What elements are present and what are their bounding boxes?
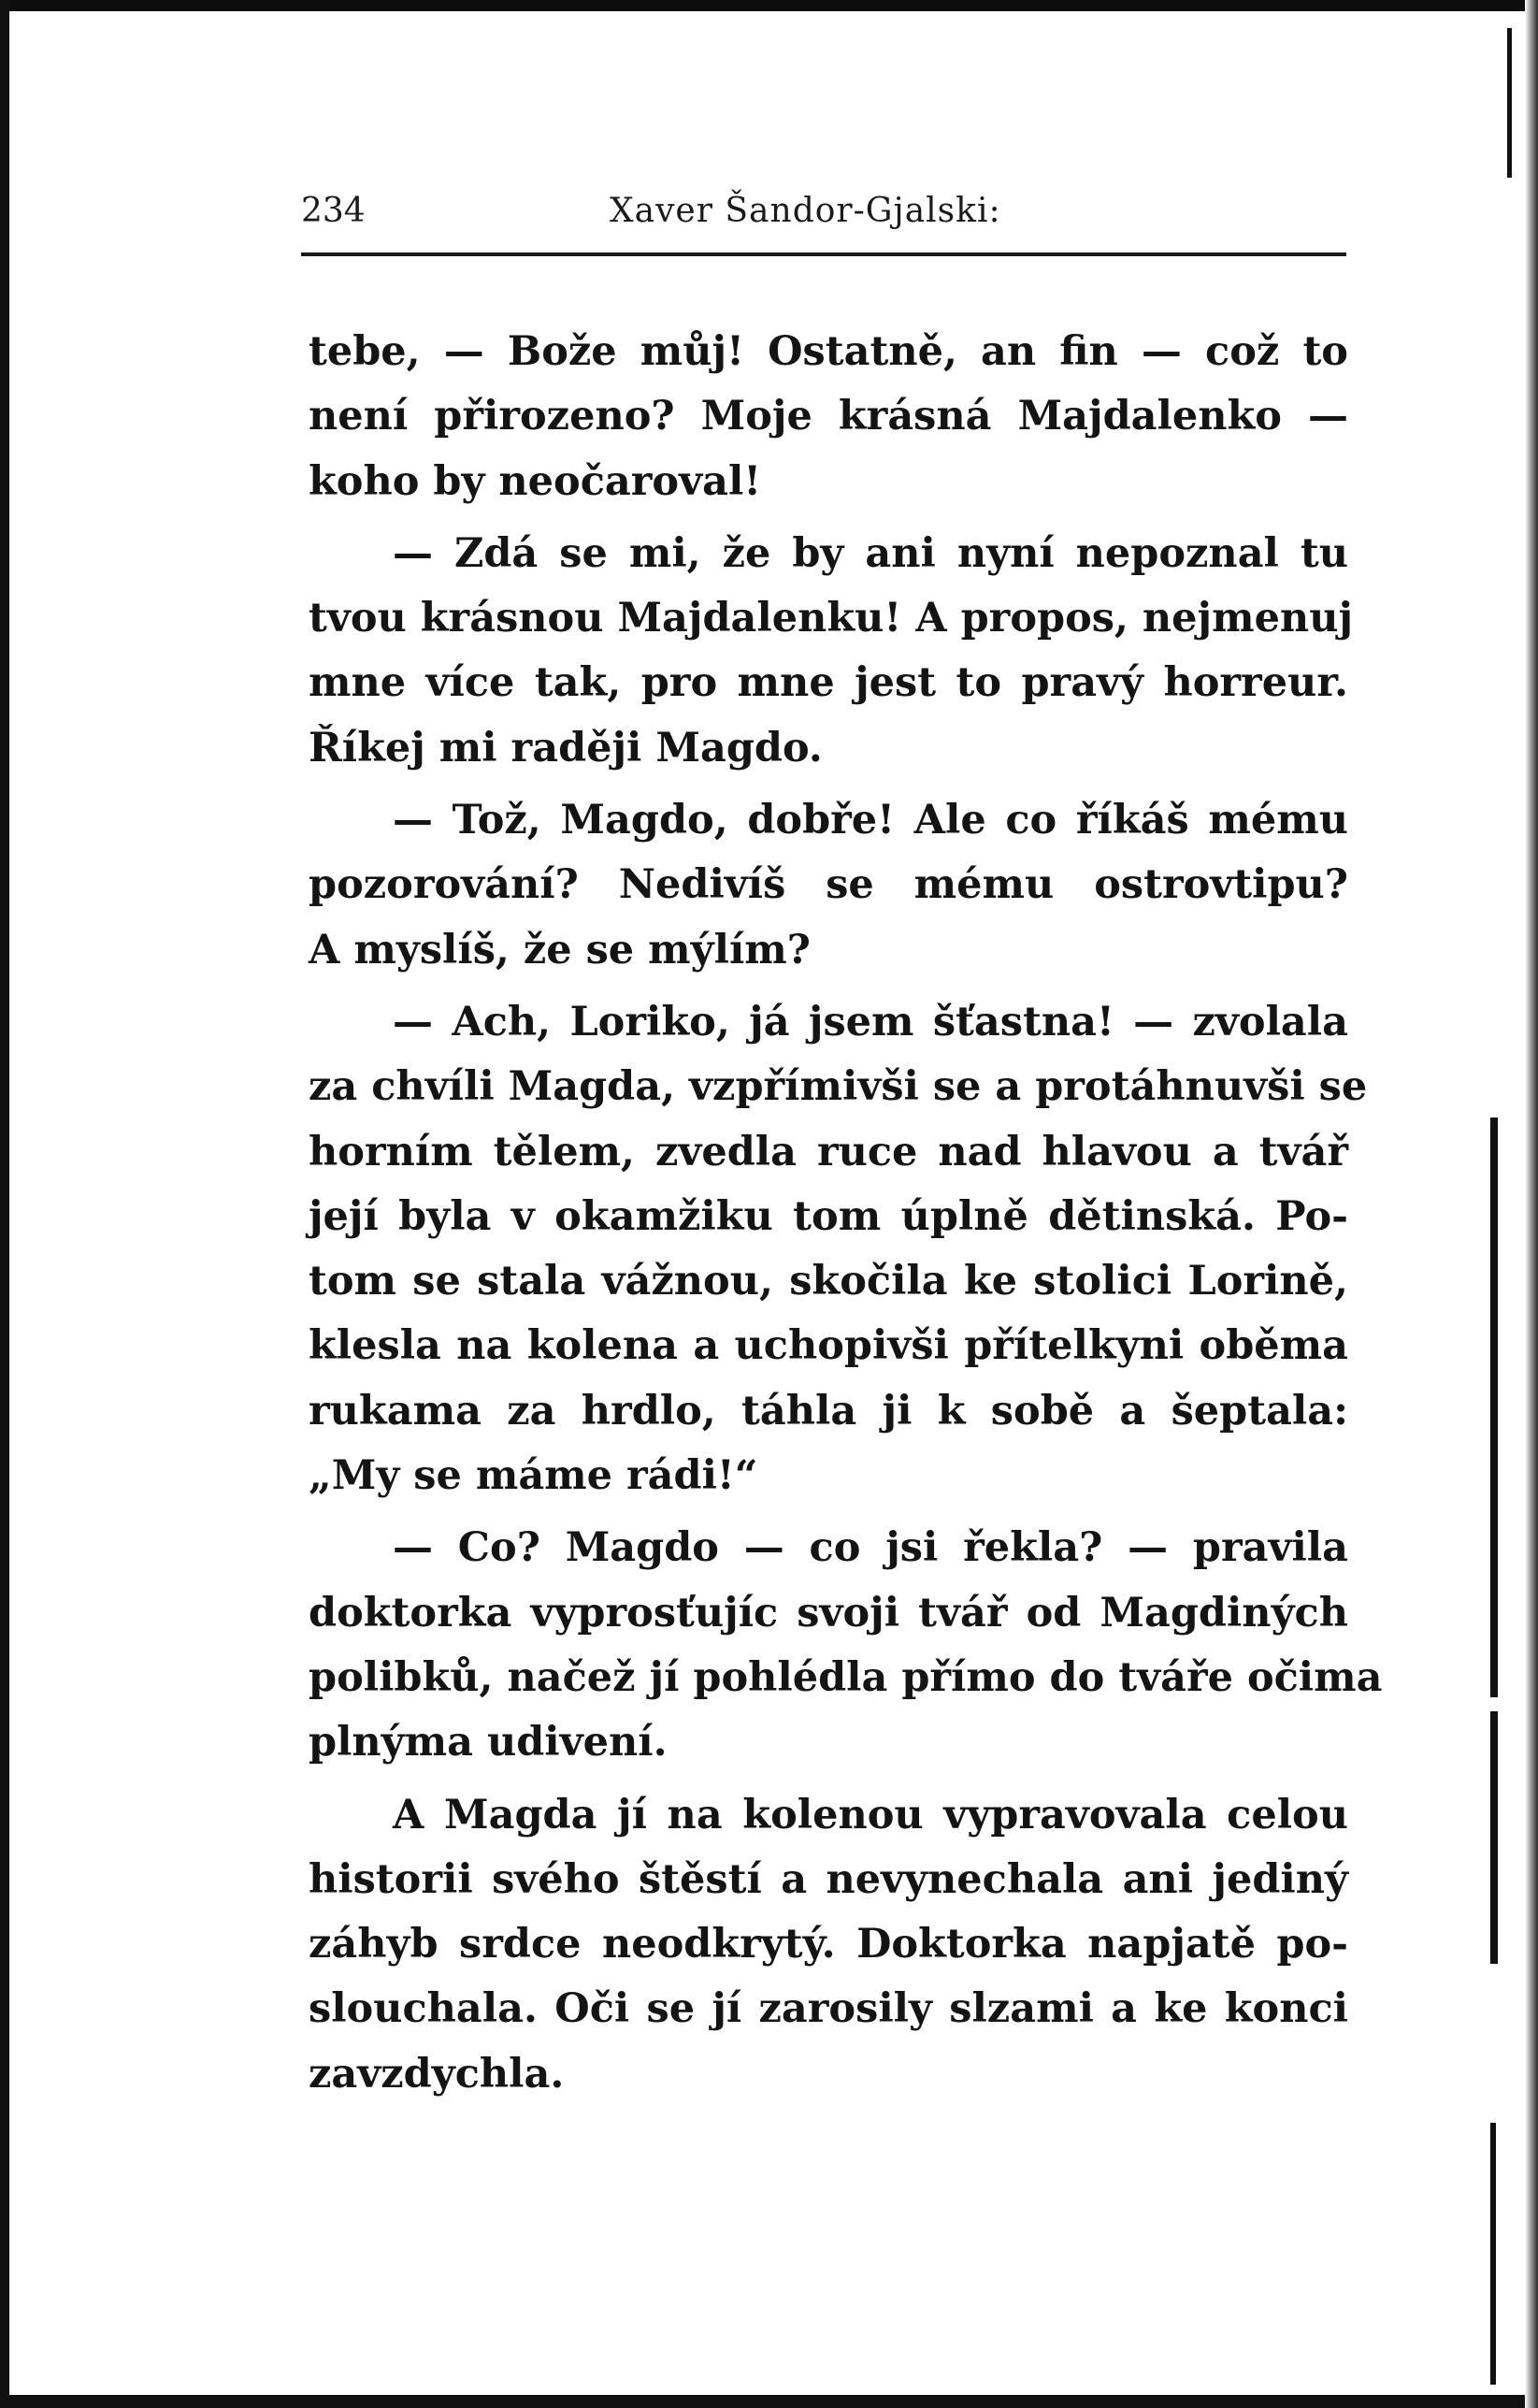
text-line: historii svého štěstí a nevynechala ani jediný <box>309 1855 1348 1903</box>
paragraph <box>309 788 1348 983</box>
text-line: není přirozeno? Moje krásná Majdalenko — <box>309 393 1348 440</box>
gutter-mark <box>1490 1117 1498 1697</box>
text-line: pozorování? Nedivíš se mému ostrovtipu? <box>309 861 1348 909</box>
gutter-mark <box>1490 2123 1496 2385</box>
body-text <box>309 320 1383 2107</box>
paragraph <box>309 320 1348 514</box>
scan-border-bottom <box>0 2395 1538 2408</box>
text-line: — Tož, Magdo, dobře! Ale co říkáš mému <box>393 797 1348 844</box>
text-line: — Zdá se mi, že by ani nyní nepoznal tu <box>393 529 1348 577</box>
text-line: — Ach, Loriko, já jsem šťastna! — zvolala <box>393 998 1348 1045</box>
paragraph <box>309 522 1354 781</box>
text-line: tvou krásnou Majdalenku! A propos, nejmenuj <box>309 595 1354 642</box>
scan-border-top <box>0 0 1538 11</box>
paragraph <box>309 1783 1348 2107</box>
header-rule <box>301 252 1346 256</box>
text-line: koho by neočaroval! <box>309 457 762 505</box>
text-line: tom se stala vážnou, skočila ke stolici Lorině, <box>309 1258 1348 1305</box>
text-line: polibků, načež jí pohlédla přímo do tváře očima <box>309 1653 1383 1701</box>
text-line: slouchala. Oči se jí zarosily slzami a ke konci <box>309 1985 1348 2033</box>
text-line: „My se máme rádi!“ <box>309 1452 758 1500</box>
running-head: Xaver Šandor-Gjalski: <box>610 192 1001 230</box>
paragraph <box>309 990 1368 1508</box>
text-line: záhyb srdce neodkrytý. Doktorka napjatě po- <box>309 1921 1348 1968</box>
gutter-mark <box>1490 1711 1498 1964</box>
text-line: Říkej mi raději Magdo. <box>309 724 823 771</box>
text-line: tebe, — Bože můj! Ostatně, an fin — což to <box>309 328 1348 375</box>
scan-border-right <box>1525 0 1538 2408</box>
text-line: A Magda jí na kolenou vypravovala celou <box>393 1791 1348 1838</box>
text-line: klesla na kolena a uchopivši přítelkyni oběma <box>309 1322 1348 1370</box>
page-header <box>301 192 1348 248</box>
paragraph <box>309 1516 1383 1775</box>
text-line: plnýma udivení. <box>309 1719 668 1766</box>
text-line: za chvíli Magda, vzpřímivši se a protáhnuvši se <box>309 1063 1368 1111</box>
text-line: rukama za hrdlo, táhla ji k sobě a šeptala: <box>309 1387 1348 1435</box>
page-number: 234 <box>301 192 366 230</box>
gutter-mark <box>1507 28 1512 178</box>
text-line: doktorka vyprosťujíc svoji tvář od Magdiných <box>309 1589 1348 1637</box>
text-line: A myslíš, že se mýlím? <box>309 926 811 973</box>
text-line: zavzdychla. <box>309 2050 565 2098</box>
text-line: — Co? Magdo — co jsi řekla? — pravila <box>393 1524 1348 1572</box>
text-line: mne více tak, pro mne jest to pravý horreur. <box>309 659 1348 707</box>
scan-border-left <box>0 0 9 2408</box>
text-line: její byla v okamžiku tom úplně dětinská. Po- <box>309 1192 1348 1240</box>
text-line: horním tělem, zvedla ruce nad hlavou a tvář <box>309 1128 1348 1175</box>
